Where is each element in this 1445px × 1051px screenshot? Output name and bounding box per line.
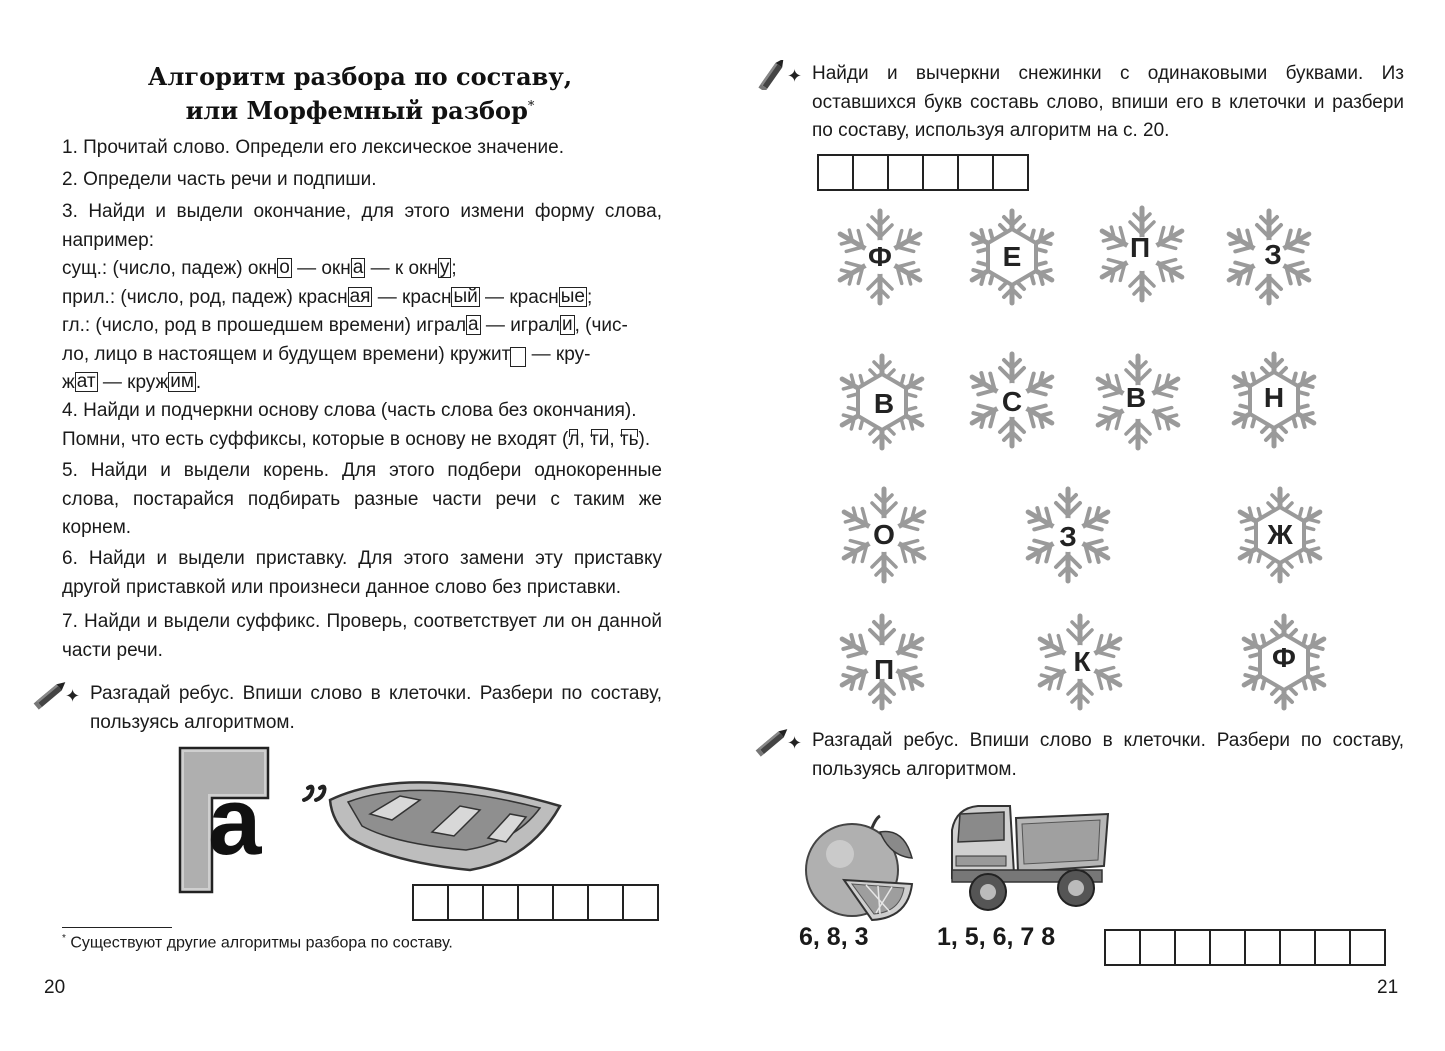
snowflake-letter: В: [873, 388, 895, 419]
page-number-right: 21: [1377, 977, 1399, 998]
title-line-2: или Морфемный разбор*: [185, 96, 535, 125]
answer-cell[interactable]: [889, 156, 924, 189]
answer-cell[interactable]: [624, 886, 657, 919]
task-text: Разгадай ребус. Впиши слово в клеточки. Разбери по составу, пользуясь алгоритмом.: [812, 730, 1404, 780]
snowflake-letter: П: [873, 654, 895, 685]
snowflake-letter: Ф: [868, 241, 892, 272]
step-3-noun: сущ.: (число, падеж) окн о — окн а — к окн у ;: [62, 257, 457, 279]
suffix-mark: ти: [590, 426, 609, 455]
answer-cell[interactable]: [1281, 931, 1316, 964]
step-2: 2. Определи часть речи и подпиши.: [62, 169, 377, 190]
snowflake-letter: Ж: [1267, 519, 1293, 550]
suffix-mark: ть: [620, 426, 639, 455]
step-7: 7. Найди и выдели суффикс. Проверь, соответствует ли он данной части речи.: [62, 611, 662, 661]
snowflake-icon[interactable]: [1030, 612, 1130, 712]
ending-box: а: [468, 314, 479, 335]
step-4: 4. Найди и подчеркни основу слова (часть слова без окончания). Помни, что есть суффиксы, которые в основу не входят (л, ти, ть).: [62, 397, 662, 454]
snowflake-letter: Е: [1002, 241, 1022, 272]
snowflake-letter: Н: [1263, 382, 1285, 413]
step-1: 1. Прочитай слово. Определи его лексическое значение.: [62, 137, 565, 158]
title-footnote-mark: *: [527, 99, 535, 114]
step-3-verb-2: ло, лицо в настоящем и будущем времени) кружит — кру-: [62, 343, 591, 365]
zero-ending-box: [510, 347, 526, 367]
pencil-icon: [754, 727, 808, 757]
suffix-mark: л: [568, 426, 579, 455]
rebus-numbers-orange: 6, 8, 3: [799, 923, 869, 951]
snowflake-letter: З: [1264, 239, 1282, 270]
answer-cell[interactable]: [589, 886, 624, 919]
snowflake-icon[interactable]: [1092, 204, 1192, 304]
ending-box: ат: [76, 371, 96, 392]
ending-box: о: [279, 257, 290, 278]
ending-box: ая: [349, 285, 371, 307]
step-5: 5. Найди и выдели корень. Для этого подбери однокоренные слова, постарайся подбирать разные части речи с таким же корнем.: [62, 460, 662, 538]
answer-cell[interactable]: [1211, 931, 1246, 964]
page-title: [60, 62, 660, 126]
title-line-1: Алгоритм разбора по составу,: [147, 62, 573, 91]
answer-cell[interactable]: [924, 156, 959, 189]
ending-box: им: [170, 371, 194, 392]
answer-cell[interactable]: [854, 156, 889, 189]
answer-cell[interactable]: [449, 886, 484, 919]
snowflake-icon[interactable]: [1219, 207, 1319, 307]
snowflake-letter: О: [873, 519, 895, 550]
left-page: [0, 0, 722, 1051]
answer-cell[interactable]: [484, 886, 519, 919]
answer-cell[interactable]: [959, 156, 994, 189]
snowflake-letter: З: [1059, 521, 1077, 552]
step-3-verb-3: ж ат — круж им .: [62, 371, 202, 393]
answer-grid-top[interactable]: [817, 154, 1029, 191]
ending-box: ый: [453, 285, 478, 307]
rebus-numbers-truck: 1, 5, 6, 7 8: [937, 923, 1056, 951]
snowflake-letter: Ф: [1272, 642, 1296, 673]
answer-cell[interactable]: [994, 156, 1027, 189]
rebus-picture: [170, 742, 590, 902]
step-3-adj: прил.: (число, род, падеж) красн ая — красн ый — красн ые ;: [62, 285, 593, 308]
task-text: Разгадай ребус. Впиши слово в клеточки. Разбери по составу, пользуясь алгоритмом.: [90, 683, 662, 733]
answer-cell[interactable]: [1351, 931, 1384, 964]
answer-cell[interactable]: [554, 886, 589, 919]
answer-cell[interactable]: [1141, 931, 1176, 964]
snowflake-icon[interactable]: [962, 207, 1062, 307]
step-3-verb-1: гл.: (число, род в прошедшем времени) играл а — играл и , (чис-: [62, 314, 628, 336]
answer-grid-left[interactable]: [412, 884, 659, 921]
answer-cell[interactable]: [819, 156, 854, 189]
step-3: [62, 198, 662, 398]
step-6: 6. Найди и выдели приставку. Для этого замени эту приставку другой приставкой или произнеси данное слово без приставки.: [62, 548, 662, 598]
answer-cell[interactable]: [1106, 931, 1141, 964]
pencil-icon: [32, 680, 86, 710]
answer-cell[interactable]: [1316, 931, 1351, 964]
snowflake-icon[interactable]: [832, 612, 932, 712]
svg-text:✦: ✦: [787, 733, 803, 754]
ending-box: ые: [560, 285, 585, 307]
snowflake-icon[interactable]: [1224, 350, 1324, 450]
answer-cell[interactable]: [1246, 931, 1281, 964]
pencil-icon: [754, 60, 808, 90]
dump-truck-illustration: [948, 800, 1118, 918]
snowflake-icon[interactable]: [830, 207, 930, 307]
snowflake-letter: С: [1001, 386, 1023, 417]
page-number-left: 20: [44, 977, 66, 998]
answer-cell[interactable]: [519, 886, 554, 919]
snowflake-letter: К: [1073, 646, 1091, 677]
snowflake-icon[interactable]: [1018, 485, 1118, 585]
task-text: Найди и вычеркни снежинки с одинаковыми буквами. Из оставшихся букв составь слово, впиши его в клеточки и разбери по составу, используя алгоритм на с. 20.: [812, 63, 1404, 141]
answer-cell[interactable]: [414, 886, 449, 919]
snowflake-icon[interactable]: [1230, 485, 1330, 585]
ending-box: а: [352, 257, 364, 278]
orange-illustration: [800, 814, 920, 924]
svg-text:✦: ✦: [787, 66, 803, 87]
snowflake-icon[interactable]: [962, 350, 1062, 450]
answer-grid-bottom[interactable]: [1104, 929, 1386, 966]
ending-box: и: [561, 314, 573, 335]
snowflake-letter: П: [1129, 232, 1151, 263]
snowflake-icon[interactable]: [834, 485, 934, 585]
answer-cell[interactable]: [1176, 931, 1211, 964]
snowflake-icon[interactable]: [832, 352, 932, 452]
snowflake-letter: В: [1125, 382, 1147, 413]
footnote: * Существуют другие алгоритмы разбора по составу.: [62, 933, 453, 952]
ending-box: у: [439, 257, 450, 278]
svg-text:✦: ✦: [65, 686, 81, 707]
rebus-small-letter: а: [208, 768, 262, 875]
step-3-intro: 3. Найди и выдели окончание, для этого измени форму слова, например:: [62, 201, 662, 251]
footnote-divider: [62, 927, 172, 928]
snowflake-icon[interactable]: [1234, 612, 1334, 712]
right-page: [722, 0, 1445, 1051]
snowflake-icon[interactable]: [1088, 352, 1188, 452]
